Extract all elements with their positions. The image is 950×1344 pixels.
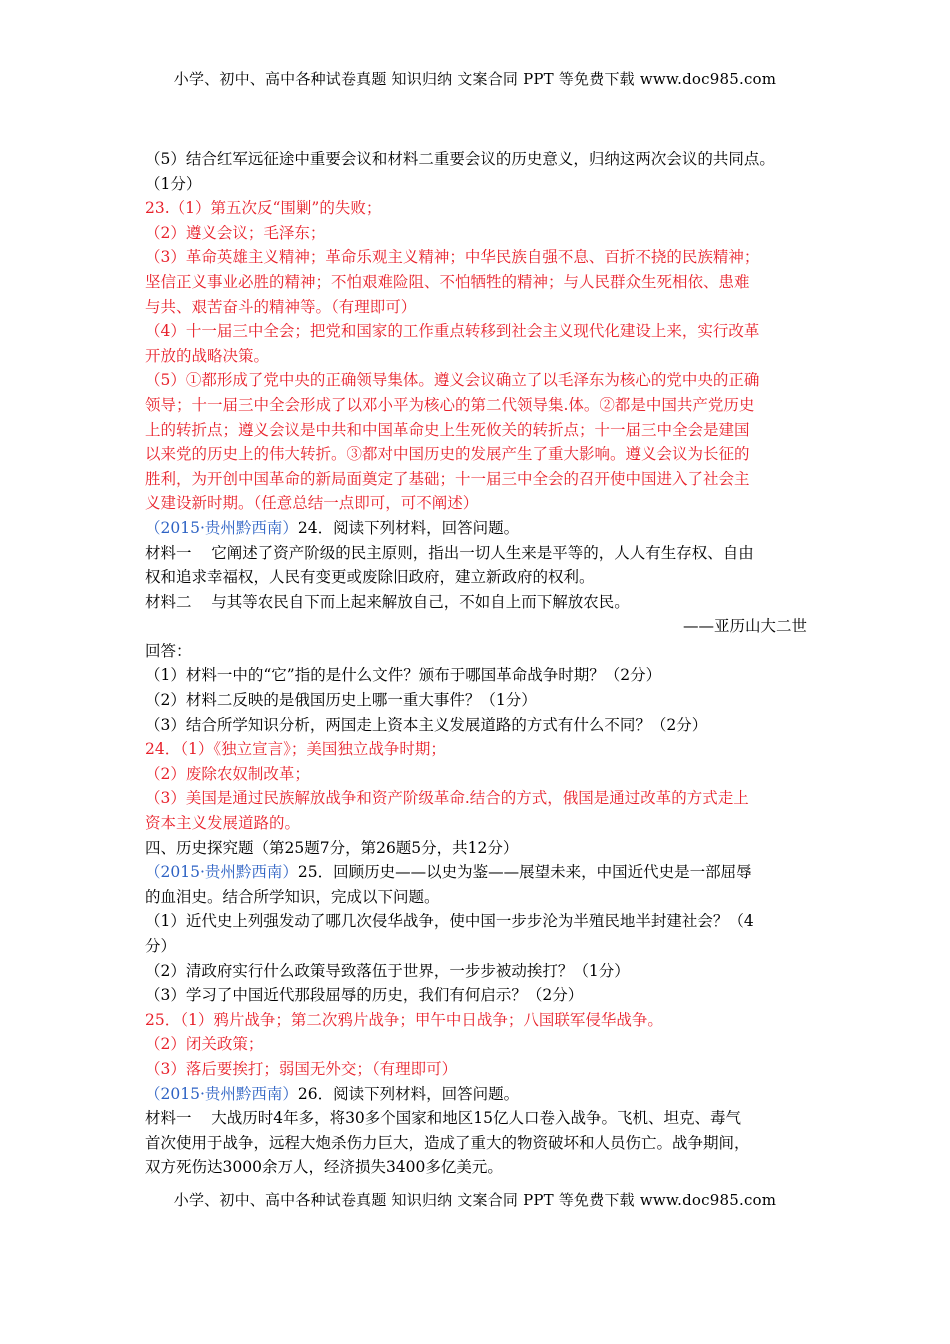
question-25-title [145, 860, 813, 885]
page-header: 小学、初中、高中各种试卷真题 知识归纳 文案合同 PPT 等免费下载 www.doc985.com [173, 70, 777, 88]
answer-24-3-line1: （3）美国是通过民族解放战争和资产阶级革命.结合的方式，俄国是通过改革的方式走上 [145, 789, 749, 808]
answer-23-4-line1: （4）十一届三中全会；把党和国家的工作重点转移到社会主义现代化建设上来，实行改革 [145, 322, 760, 341]
material-1-line2: 权和追求幸福权，人民有变更或废除旧政府，建立新政府的权利。 [145, 568, 595, 587]
answer-23-5-line3: 上的转折点；遵义会议是中共和中国革命史上生死攸关的转折点；十一届三中全会是建国 [145, 420, 750, 439]
answer-23-1: 23.（1）第五次反“围剿”的失败； [145, 199, 382, 218]
material-26-line1: 材料一 大战历时4年多，将30多个国家和地区15亿人口卷入战争。飞机、坦克、毒气 [145, 1109, 742, 1128]
question-24-title-text: 24．阅读下列材料，回答问题。 [297, 518, 520, 537]
source-tag: （2015·贵州黔西南） [145, 518, 298, 537]
answer-23-5-line1: （5）①都形成了党中央的正确领导集体。遵义会议确立了以毛泽东为核心的党中央的正确 [145, 371, 760, 390]
question-25-intro: 的血泪史。结合所学知识，完成以下问题。 [145, 887, 440, 906]
answer-23-5-line2: 领导；十一届三中全会形成了以邓小平为核心的第二代领导集.体。②都是中国共产党历史 [145, 395, 755, 414]
document-body [145, 147, 813, 1180]
answer-24-2: （2）废除农奴制改革； [145, 764, 310, 783]
answer-23-5-line4: 以来党的历史上的伟大转折。③都对中国历史的发展产生了重大影响。遵义会议为长征的 [145, 445, 750, 464]
material-26-line2: 首次使用于战争，远程大炮杀伤力巨大，造成了重大的物资破坏和人员伤亡。战争期间， [145, 1133, 750, 1152]
question-23-5-line1: （5）结合红军远征途中重要会议和材料二重要会议的历史意义，归纳这两次会议的共同点。 [145, 150, 775, 168]
question-25-2: （2）清政府实行什么政策导致落伍于世界，一步步被动挨打？（1分） [145, 961, 630, 980]
question-24-3: （3）结合所学知识分析，两国走上资本主义发展道路的方式有什么不同？（2分） [145, 715, 708, 734]
answer-24-1: 24．（1）《独立宣言》；美国独立战争时期； [145, 740, 446, 759]
answer-23-3-line3: 与共、艰苦奋斗的精神等。（有理即可） [145, 297, 417, 316]
answer-23-2: （2）遵义会议；毛泽东； [145, 223, 326, 242]
answer-23-3-line2: 坚信正义事业必胜的精神；不怕艰难险阻、不怕牺牲的精神；与人民群众生死相依、患难 [145, 272, 750, 291]
question-24-2: （2）材料二反映的是俄国历史上哪一重大事件？（1分） [145, 691, 537, 710]
question-26-title [145, 1082, 813, 1107]
answer-23-5-line6: 义建设新时期。（任意总结一点即可，可不阐述） [145, 494, 479, 513]
answer-24-3-line2: 资本主义发展道路的。 [145, 814, 301, 833]
question-24-title [145, 516, 813, 541]
question-25-1-line2: 分） [145, 937, 177, 955]
answer-23-3-line1: （3）革命英雄主义精神；革命乐观主义精神；中华民族自强不息、百折不挠的民族精神； [145, 248, 760, 267]
page-footer: 小学、初中、高中各种试卷真题 知识归纳 文案合同 PPT 等免费下载 www.doc985.com [173, 1191, 777, 1209]
material-2-attribution: ——亚历山大二世 [682, 617, 807, 636]
question-26-title-text: 26．阅读下列材料，回答问题。 [297, 1084, 520, 1103]
question-23-5-line2: （1分） [145, 174, 202, 193]
source-tag: （2015·贵州黔西南） [145, 1084, 298, 1103]
question-25-1-line1: （1）近代史上列强发动了哪几次侵华战争，使中国一步步沦为半殖民地半封建社会？（4 [145, 912, 754, 931]
section-4-heading: 四、历史探究题（第25题7分，第26题5分，共12分） [145, 838, 519, 857]
question-24-1: （1）材料一中的“它”指的是什么文件？颁布于哪国革命战争时期？（2分） [145, 666, 662, 685]
question-25-title-text: 25．回顾历史——以史为鉴——展望未来，中国近代史是一部屈辱 [297, 863, 752, 882]
answer-23-4-line2: 开放的战略决策。 [145, 346, 270, 365]
material-2: 材料二 与其等农民自下而上起来解放自己，不如自上而下解放农民。 [145, 592, 630, 611]
source-tag: （2015·贵州黔西南） [145, 863, 298, 882]
answer-25-3: （3）落后要挨打；弱国无外交；（有理即可） [145, 1059, 458, 1078]
answer-prompt: 回答： [145, 641, 192, 660]
question-25-3: （3）学习了中国近代那段屈辱的历史，我们有何启示？（2分） [145, 986, 584, 1005]
answer-25-2: （2）闭关政策； [145, 1035, 264, 1054]
answer-23-5-line5: 胜利，为开创中国革命的新局面奠定了基础；十一届三中全会的召开使中国进入了社会主 [145, 469, 750, 488]
material-26-line3: 双方死伤达3000余万人，经济损失3400多亿美元。 [145, 1158, 503, 1177]
answer-25-1: 25．（1）鸦片战争；第二次鸦片战争；甲午中日战争；八国联军侵华战争。 [145, 1010, 663, 1029]
material-1-line1: 材料一 它阐述了资产阶级的民主原则，指出一切人生来是平等的，人人有生存权、自由 [145, 543, 754, 562]
